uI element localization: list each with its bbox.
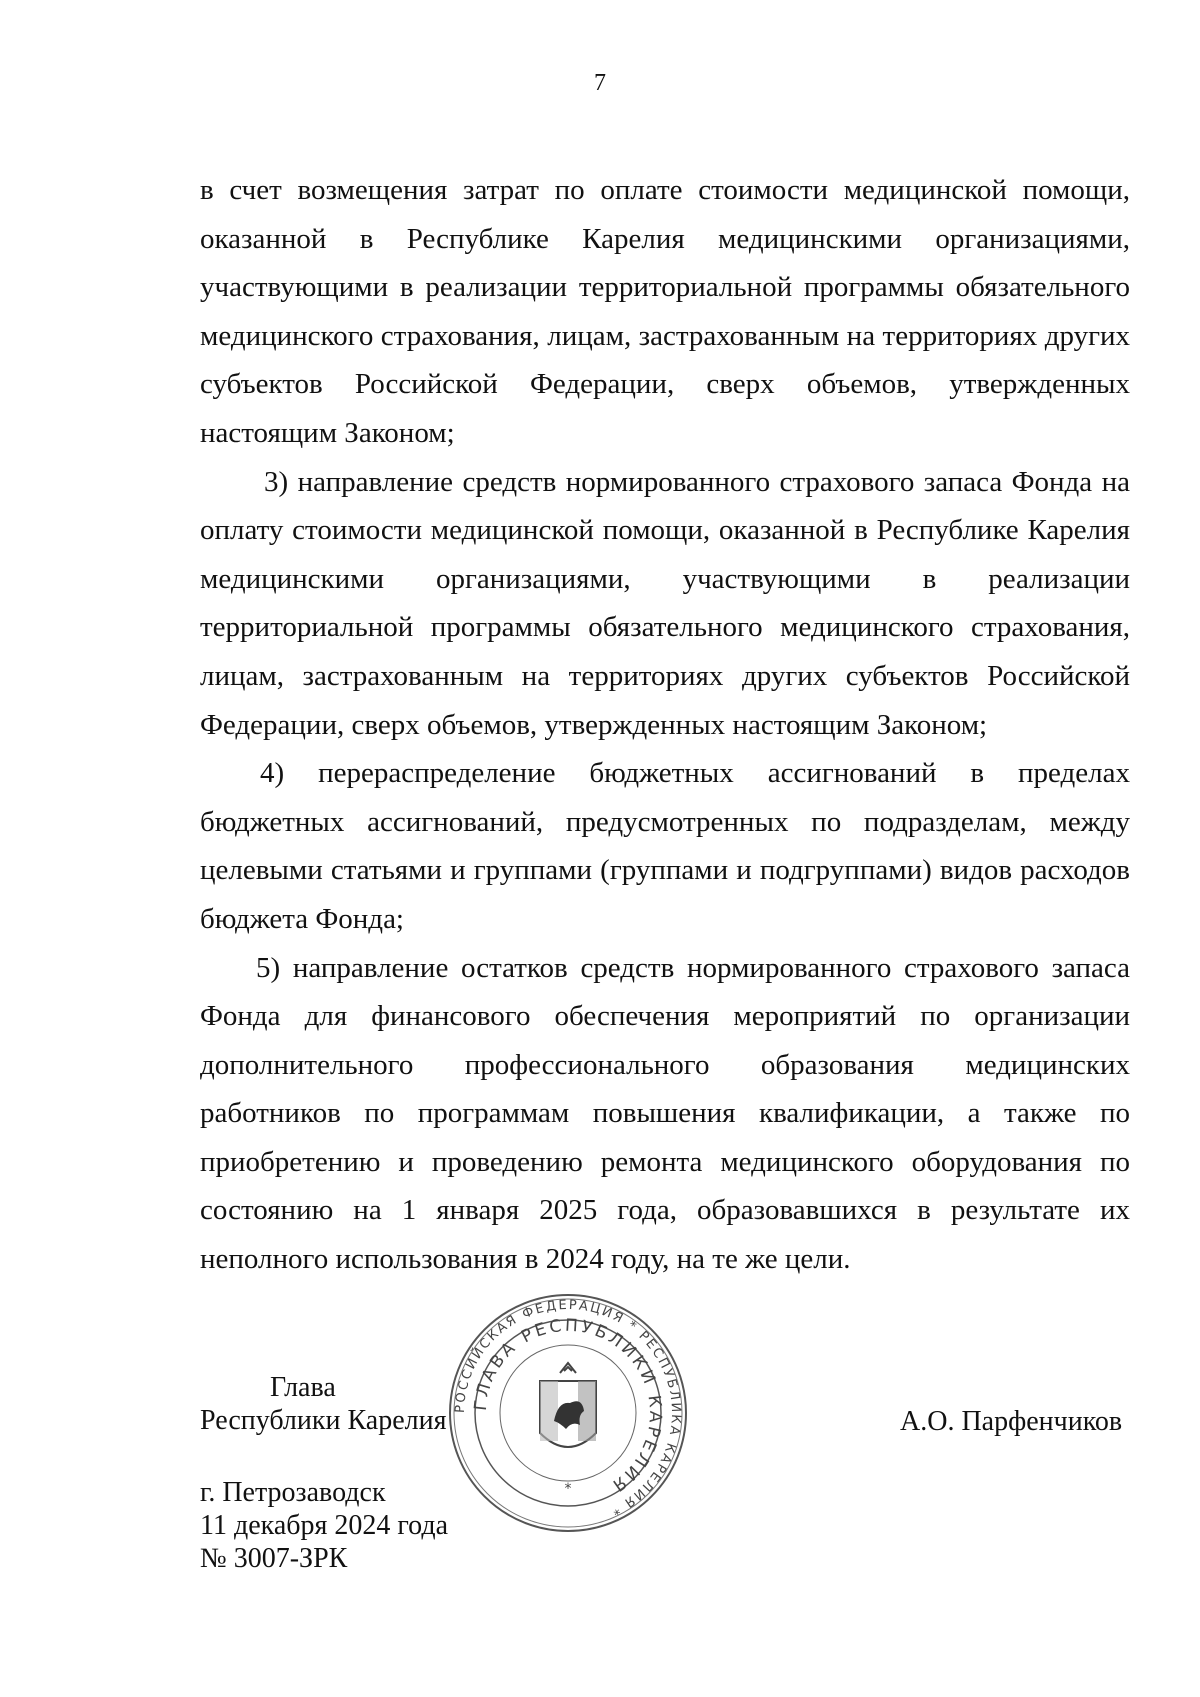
signatory-name: А.О. Парфенчиков	[900, 1406, 1123, 1437]
seal-inner-text: ГЛАВА РЕСПУБЛИКИ КАРЕЛИЯ	[470, 1315, 666, 1497]
page-number: 7	[594, 70, 606, 96]
seal-star-icon: *	[564, 1481, 572, 1497]
signatory-title	[200, 1371, 446, 1437]
paragraph-continuation: в счет возмещения затрат по оплате стоимости медицинской помощи, оказанной в Республике Карелия медицинскими организациями, участвующими в реализации территориальной программы обязательного медицинского страхования, лицам, застрахованным на территориях других субъектов Российской Федерации, сверх объемов, утвержденных настоящим Законом;	[200, 174, 1130, 449]
signatory-title-line2: Республики Карелия	[200, 1405, 447, 1436]
footer-number: № 3007-ЗРК	[200, 1543, 348, 1574]
footer-city: г. Петрозаводск	[200, 1477, 386, 1508]
document-body	[200, 166, 1130, 1284]
paragraph-item-3: 3) направление средств нормированного страхового запаса Фонда на оплату стоимости медицинской помощи, оказанной в Республике Карелия медицинскими организациями, участвующими в реализации территориальной программы обязательного медицинского страхования, лицам, застрахованным на территориях других субъектов Российской Федерации, сверх объемов, утвержденных настоящим Законом;	[200, 465, 1130, 741]
paragraph-item-4: 4) перераспределение бюджетных ассигнований в пределах бюджетных ассигнований, предусмотренных по подразделам, между целевыми статьями и группами (группами и подгруппами) видов расходов бюджета Фонда;	[200, 757, 1130, 935]
footer-date: 11 декабря 2024 года	[200, 1510, 449, 1541]
document-footer	[200, 1476, 448, 1575]
signatory-title-line1: Глава	[270, 1372, 336, 1403]
paragraph-item-5: 5) направление остатков средств нормированного страхового запаса Фонда для финансового обеспечения мероприятий по организации дополнительного профессионального образования медицинских работников по программам повышения квалификации, а также по приобретению и проведению ремонта медицинского оборудования по состоянию на 1 января 2025 года, образовавшихся в результате их неполного использования в 2024 году, на те же цели.	[200, 951, 1130, 1276]
coat-of-arms-icon	[540, 1363, 596, 1447]
official-seal	[448, 1293, 688, 1533]
seal-outer-text: РОССИЙСКАЯ ФЕДЕРАЦИЯ * РЕСПУБЛИКА КАРЕЛИЯ *	[452, 1297, 684, 1519]
